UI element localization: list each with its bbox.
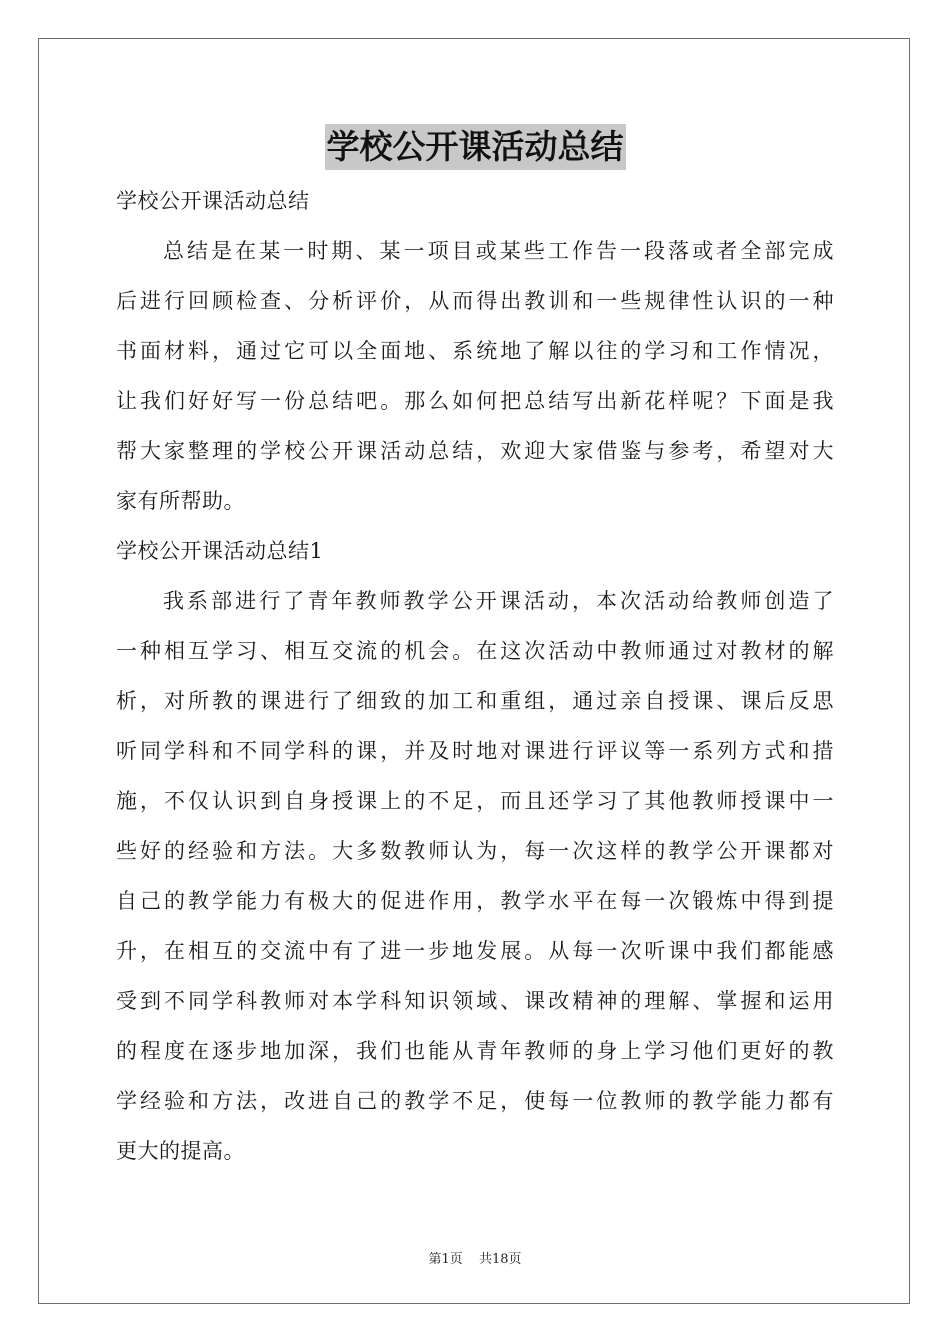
section-line: 施，不仅认识到自身授课上的不足，而且还学习了其他教师授课中一 <box>116 789 834 813</box>
section-line: 听同学科和不同学科的课，并及时地对课进行评议等一系列方式和措 <box>116 739 834 763</box>
document-body <box>116 176 834 1176</box>
section-line: 更大的提高。 <box>116 1139 245 1163</box>
section-line: 升，在相互的交流中有了进一步地发展。从每一次听课中我们都能感 <box>116 939 834 963</box>
section-line: 学经验和方法，改进自己的教学不足，使每一位教师的教学能力都有 <box>116 1089 834 1113</box>
section-line: 自己的教学能力有极大的促进作用，教学水平在每一次锻炼中得到提 <box>116 889 834 913</box>
document-title: 学校公开课活动总结 <box>325 124 626 170</box>
intro-line: 书面材料，通过它可以全面地、系统地了解以往的学习和工作情况， <box>116 339 834 363</box>
section-line: 析，对所教的课进行了细致的加工和重组，通过亲自授课、课后反思 <box>116 689 834 713</box>
page-footer <box>0 1248 950 1267</box>
title-container <box>0 124 950 170</box>
page-total: 共18页 <box>478 1252 522 1267</box>
intro-line: 后进行回顾检查、分析评价，从而得出教训和一些规律性认识的一种 <box>116 289 834 313</box>
section-line: 受到不同学科教师对本学科知识领域、课改精神的理解、掌握和运用 <box>116 989 834 1013</box>
intro-line: 家有所帮助。 <box>116 489 245 513</box>
intro-line: 总结是在某一时期、某一项目或某些工作告一段落或者全部完成 <box>163 239 834 263</box>
section-line: 我系部进行了青年教师教学公开课活动，本次活动给教师创造了 <box>163 589 834 613</box>
subtitle: 学校公开课活动总结 <box>116 189 310 213</box>
page-number: 第1页 <box>428 1252 463 1267</box>
intro-line: 让我们好好写一份总结吧。那么如何把总结写出新花样呢？下面是我 <box>116 389 834 413</box>
intro-line: 帮大家整理的学校公开课活动总结，欢迎大家借鉴与参考，希望对大 <box>116 439 834 463</box>
section-line: 些好的经验和方法。大多数教师认为，每一次这样的教学公开课都对 <box>116 839 834 863</box>
section-line: 一种相互学习、相互交流的机会。在这次活动中教师通过对教材的解 <box>116 639 834 663</box>
section-heading: 学校公开课活动总结1 <box>116 539 324 563</box>
section-line: 的程度在逐步地加深，我们也能从青年教师的身上学习他们更好的教 <box>116 1039 834 1063</box>
